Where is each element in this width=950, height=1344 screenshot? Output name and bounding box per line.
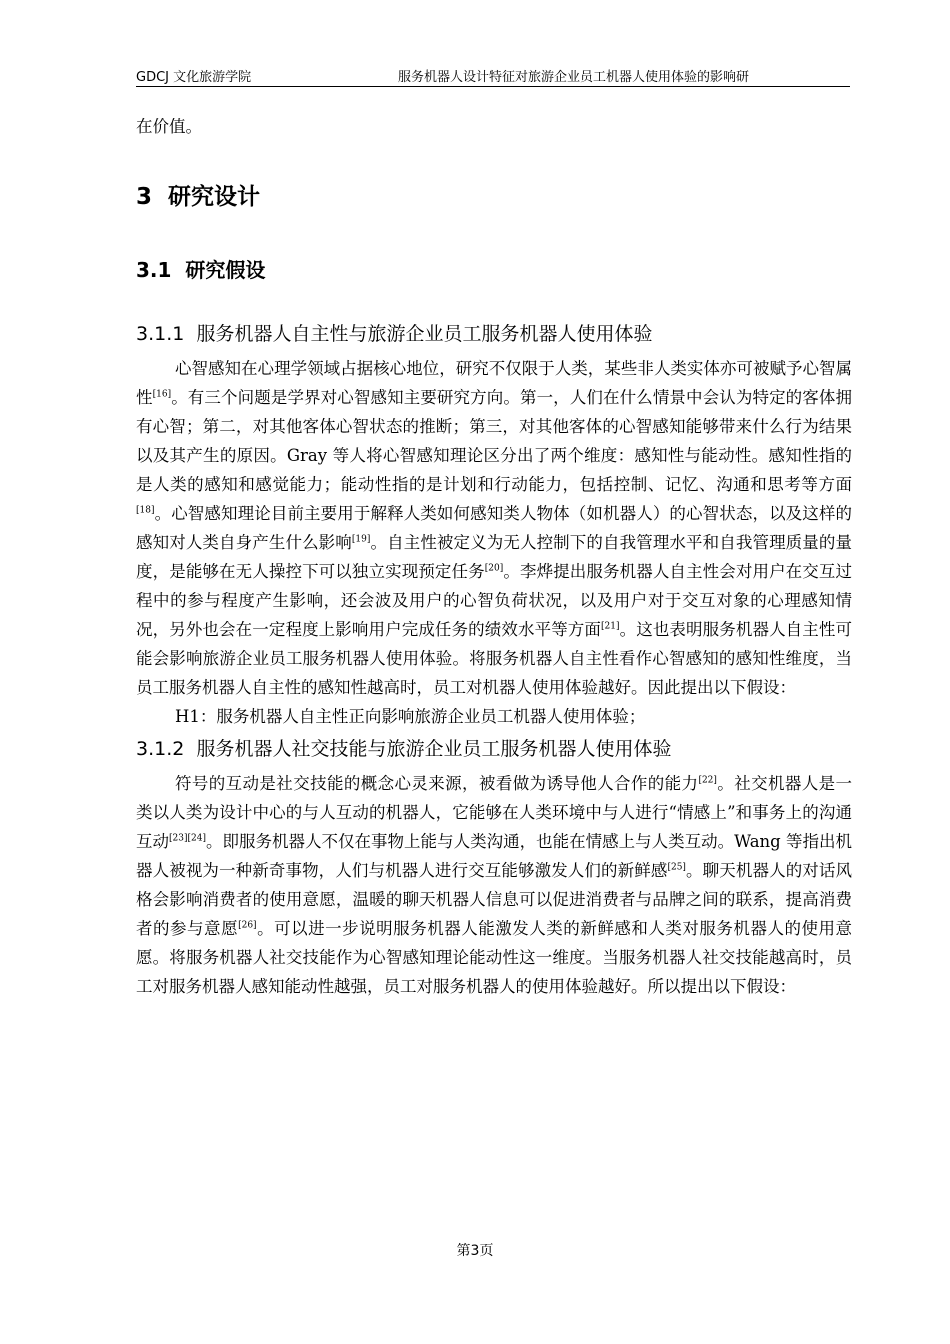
citation: [25] — [667, 862, 686, 873]
citation: [19] — [351, 534, 371, 545]
paragraph-text: 。聊天机器人的对话风格会影响消费者的使用意愿，温暖的聊天机器人信息可以促进消费者与品牌之间的联系，提高消费者的参与意愿 — [136, 861, 853, 938]
citation: [16] — [152, 389, 172, 400]
paragraph-social-skills — [136, 769, 852, 1001]
section-number: 3 — [136, 184, 153, 210]
intro-line: 在价值。 — [136, 117, 202, 136]
paragraph-text: 。社交机器人是一类以人类为设计中心的与人互动的机器人，它能够在人类环境中与人进行“情感上”和事务上的沟通互动 — [136, 774, 853, 851]
subsubsection-title: 服务机器人自主性与旅游企业员工服务机器人使用体验 — [196, 323, 653, 345]
subsubsection-heading-1 — [136, 320, 852, 348]
subsection-title: 研究假设 — [185, 258, 266, 282]
subsubsection-number: 3.1.1 — [136, 323, 185, 345]
header-thesis-title: 服务机器人设计特征对旅游企业员工机器人使用体验的影响研 — [398, 70, 750, 85]
subsubsection-title: 服务机器人社交技能与旅游企业员工服务机器人使用体验 — [196, 738, 672, 760]
paragraph-text: 。自主性被定义为无人控制下的自我管理水平和自我管理质量的量度，是能够在无人操控下可以独立实现预定任务 — [136, 533, 853, 581]
section-title: 研究设计 — [168, 184, 261, 210]
subsection-number: 3.1 — [136, 258, 172, 282]
subsection-heading — [136, 256, 852, 284]
subsubsection-number: 3.1.2 — [136, 738, 185, 760]
citation: [18] — [136, 505, 155, 516]
page-body — [136, 112, 852, 1001]
paragraph-text: 心智感知在心理学领域占据核心地位，研究不仅限于人类，某些非人类实体亦可被赋予心智属性 — [136, 359, 852, 407]
citation: [26] — [238, 920, 257, 931]
citation: [20] — [484, 563, 504, 574]
paragraph-text: 。心智感知理论目前主要用于解释人类如何感知类人物体（如机器人）的心智状态，以及这样的感知对人类自身产生什么影响 — [136, 504, 852, 552]
subsubsection-heading-2 — [136, 735, 852, 763]
hypothesis-h1: H1：服务机器人自主性正向影响旅游企业员工机器人使用体验； — [175, 707, 646, 726]
paragraph-mind-perception — [136, 354, 852, 702]
section-heading — [136, 182, 852, 212]
paragraph-text: 。即服务机器人不仅在事物上能与人类沟通，也能在情感上与人类互动。Wang 等指出机器人被视为一种新奇事物，人们与机器人进行交互能够激发人们的新鲜感 — [136, 832, 853, 880]
page-number: 第3页 — [456, 1243, 494, 1259]
citation: [21] — [601, 621, 620, 632]
paragraph-text: 。可以进一步说明服务机器人能激发人类的新鲜感和人类对服务机器人的使用意愿。将服务机器人社交技能作为心智感知理论能动性这一维度。当服务机器人社交技能越高时，员工对服务机器人感知能动性越强，员工对服务机器人的使用体验越好。所以提出以下假设： — [136, 919, 853, 996]
page-header — [136, 66, 850, 87]
paragraph-text: 。李烨提出服务机器人自主性会对用户在交互过程中的参与程度产生影响，还会波及用户的心智负荷状况，以及用户对于交互对象的心理感知情况，另外也会在一定程度上影响用户完成任务的绩效水平等方面 — [136, 562, 853, 639]
paragraph-text: 。这也表明服务机器人自主性可能会影响旅游企业员工服务机器人使用体验。将服务机器人自主性看作心智感知的感知性维度，当员工服务机器人自主性的感知性越高时，员工对机器人使用体验越好。因此提出以下假设： — [136, 620, 853, 697]
paragraph-text: 符号的互动是社交技能的概念心灵来源，被看做为诱导他人合作的能力 — [175, 774, 699, 793]
header-institution: GDCJ 文化旅游学院 — [136, 70, 252, 85]
citation: [23][24] — [169, 833, 206, 844]
paragraph-text: 。有三个问题是学界对心智感知主要研究方向。第一，人们在什么情景中会认为特定的客体拥有心智；第二，对其他客体心智状态的推断；第三，对其他客体的心智感知能够带来什么行为结果以及其产生的原因。Gray 等人将心智感知理论区分出了两个维度：感知性与能动性。感知性指的是人类的感知和感觉能力；能动性指的是计划和行动能力，包括控制、记忆、沟通和思考等方面 — [136, 388, 853, 494]
citation: [22] — [698, 775, 717, 786]
